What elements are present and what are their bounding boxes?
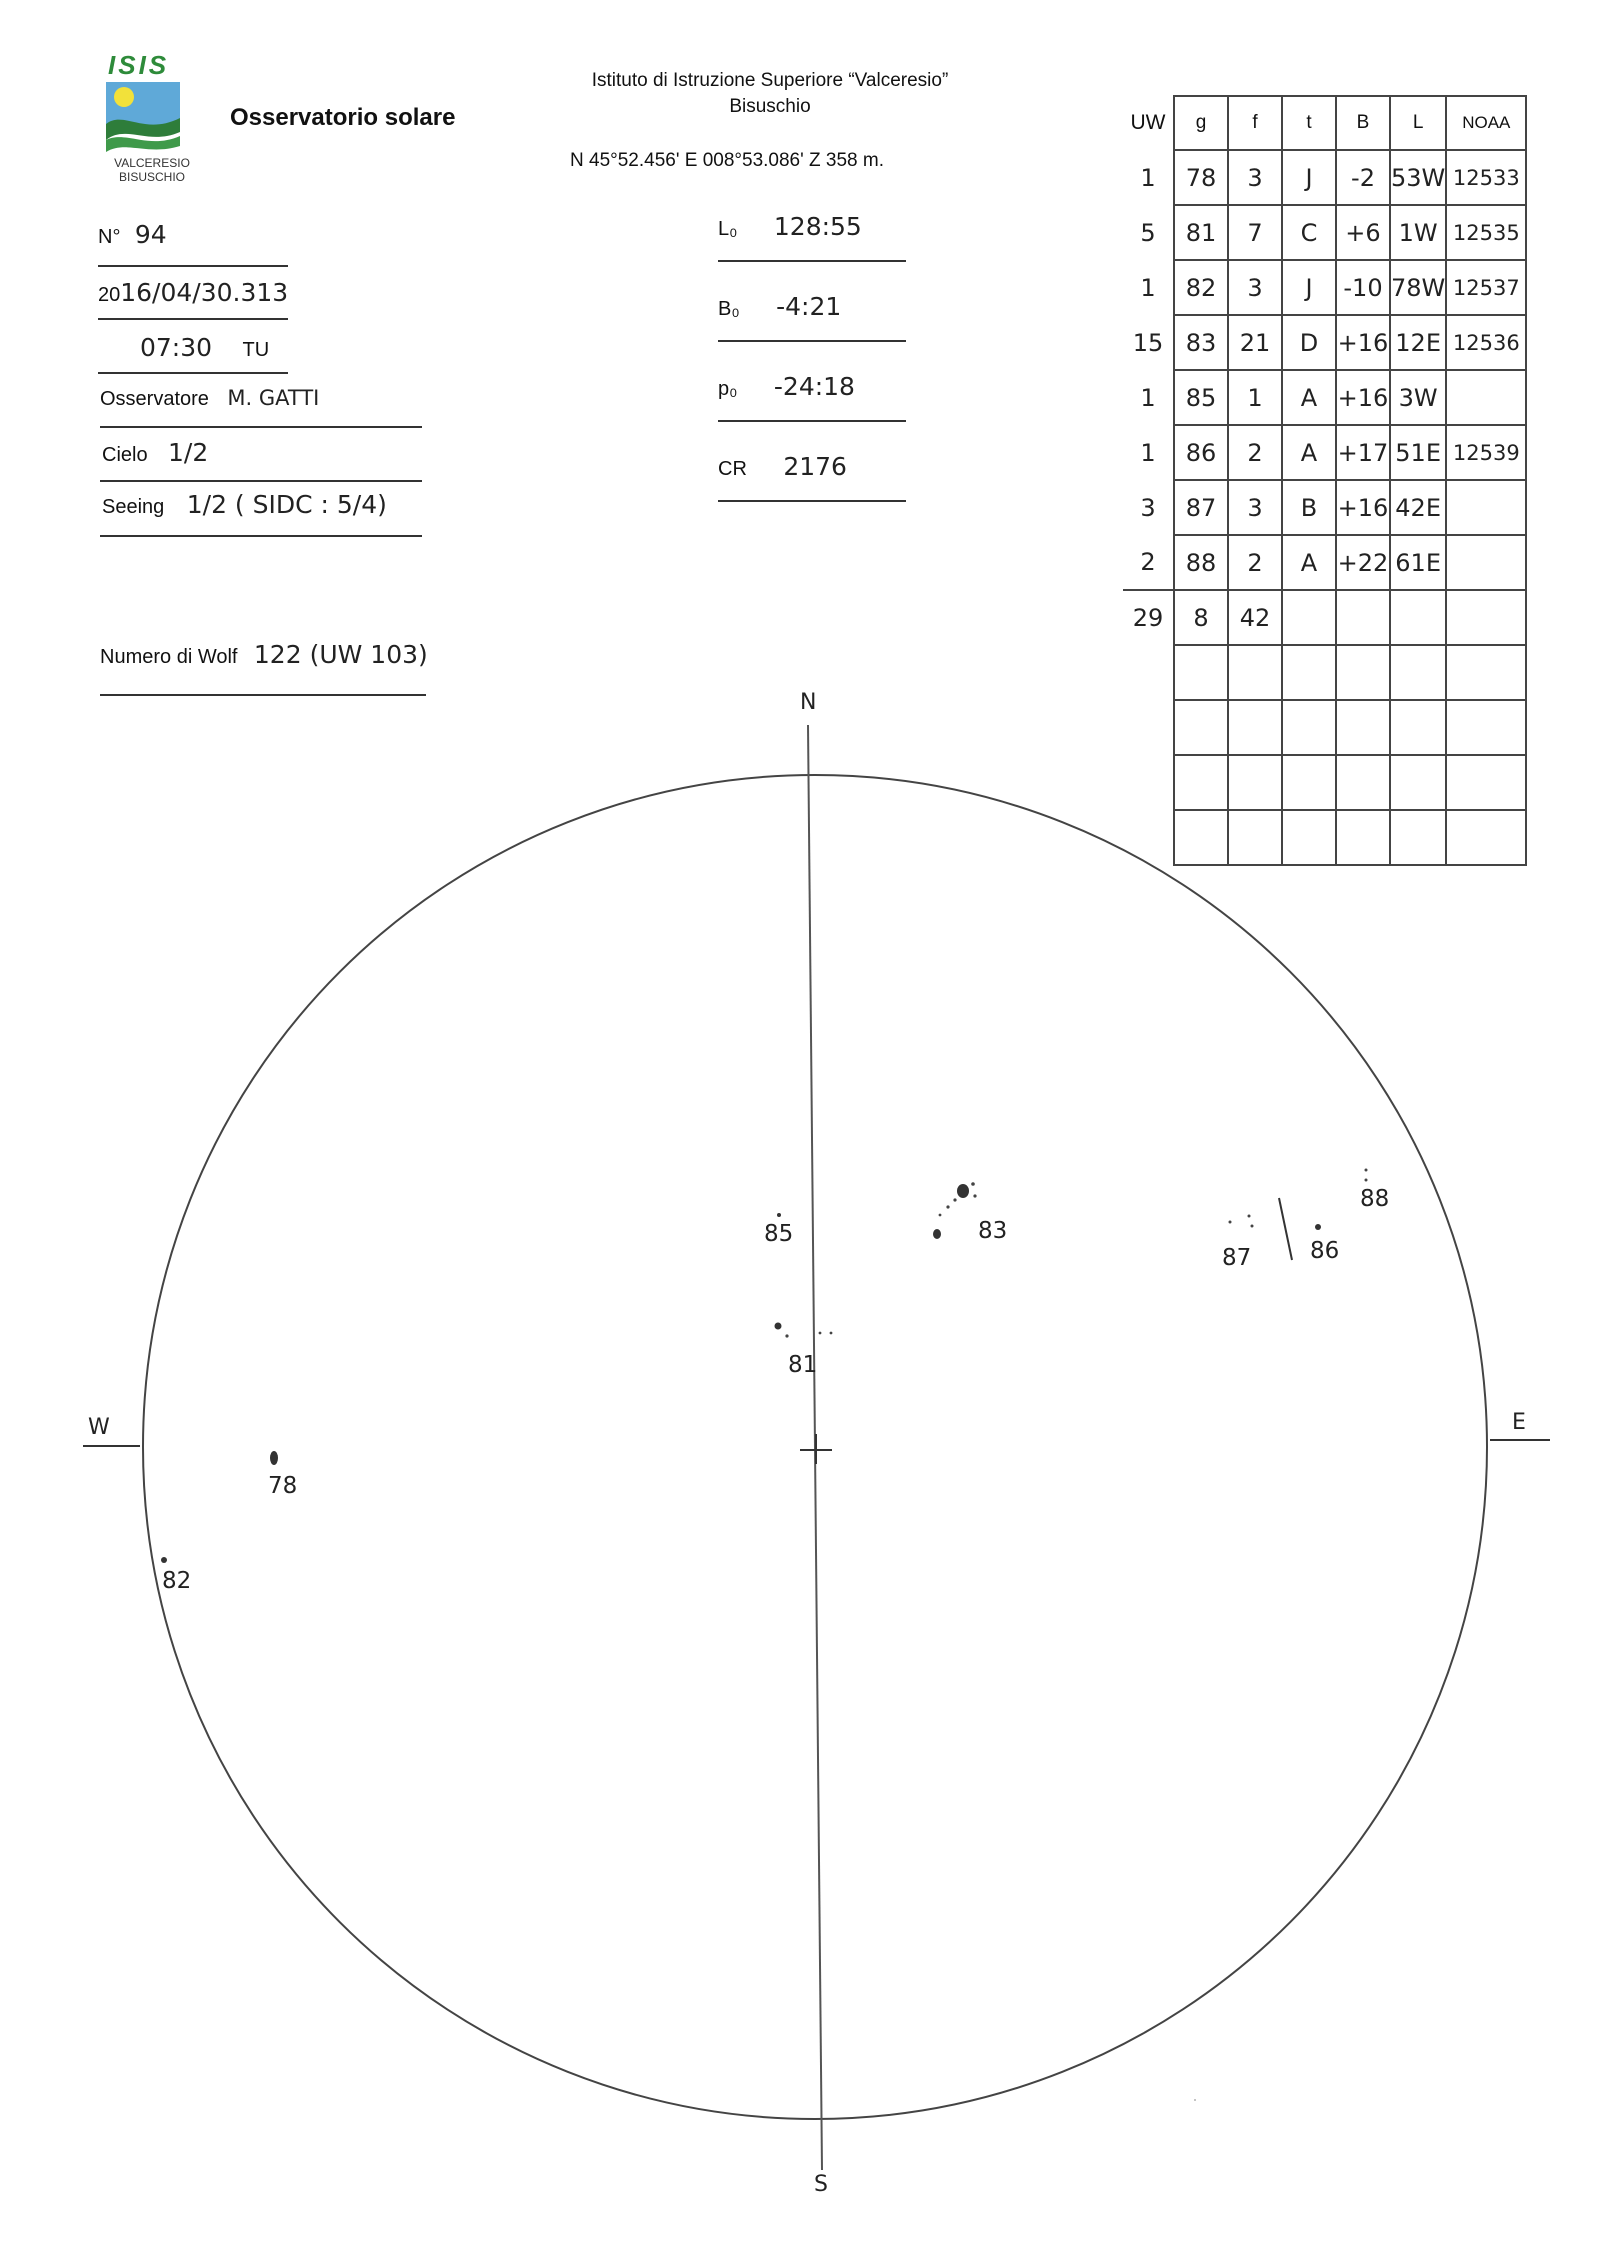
spot-87-b bbox=[1248, 1215, 1251, 1218]
p0-value: -24:18 bbox=[773, 372, 855, 401]
cell-uw: 1 bbox=[1140, 273, 1156, 302]
header-f: f bbox=[1228, 96, 1282, 150]
cell-g: 86 bbox=[1174, 425, 1228, 480]
seeing-label: Seeing bbox=[102, 496, 165, 518]
wolf-number-label: Numero di Wolf bbox=[100, 646, 238, 668]
header-t: t bbox=[1282, 96, 1336, 150]
spot-86 bbox=[1315, 1224, 1321, 1230]
spot-83-leader bbox=[957, 1184, 969, 1198]
cell-g: 83 bbox=[1174, 315, 1228, 370]
spot-81-b bbox=[785, 1334, 788, 1337]
cell-b: +17 bbox=[1336, 425, 1390, 480]
group-label-82: 82 bbox=[162, 1568, 192, 1594]
cell-b: +16 bbox=[1336, 370, 1390, 425]
group-label-83: 83 bbox=[978, 1218, 1008, 1244]
seeing-value: 1/2 ( SIDC : 5/4) bbox=[186, 490, 387, 519]
spot-81-a bbox=[775, 1323, 782, 1330]
cell-noaa: 12533 bbox=[1446, 150, 1526, 205]
total-g: 8 bbox=[1174, 590, 1228, 645]
spot-81-d bbox=[830, 1332, 833, 1335]
cell-f: 3 bbox=[1228, 260, 1282, 315]
time-unit: TU bbox=[242, 339, 270, 361]
group-label-87: 87 bbox=[1222, 1245, 1252, 1271]
wolf-number-value: 122 (UW 103) bbox=[253, 640, 428, 669]
cell-noaa: 12536 bbox=[1446, 315, 1526, 370]
observatory-title: Osservatorio solare bbox=[230, 104, 456, 131]
cell-g: 87 bbox=[1174, 480, 1228, 535]
logo-subtitle-line2: BISUSCHIO bbox=[118, 170, 185, 184]
header-noaa: NOAA bbox=[1446, 96, 1526, 150]
header-g: g bbox=[1174, 96, 1228, 150]
cell-uw: 5 bbox=[1140, 218, 1156, 247]
cell-l: 1W bbox=[1390, 205, 1446, 260]
group-label-88: 88 bbox=[1360, 1186, 1390, 1212]
time-value: 07:30 bbox=[140, 333, 213, 362]
cell-f: 7 bbox=[1228, 205, 1282, 260]
spot-81-c bbox=[819, 1332, 822, 1335]
cell-g: 82 bbox=[1174, 260, 1228, 315]
cell-uw: 1 bbox=[1140, 438, 1156, 467]
cell-t: C bbox=[1282, 205, 1336, 260]
cell-b: +6 bbox=[1336, 205, 1390, 260]
cell-b: +16 bbox=[1336, 315, 1390, 370]
institute-name: Istituto di Istruzione Superiore “Valceresio” bbox=[591, 70, 949, 91]
l0-label: L₀ bbox=[718, 218, 738, 240]
spot-88-a bbox=[1365, 1169, 1368, 1172]
cell-b: -2 bbox=[1336, 150, 1390, 205]
cell-t: A bbox=[1282, 535, 1336, 590]
cell-t: B bbox=[1282, 480, 1336, 535]
cell-f: 3 bbox=[1228, 150, 1282, 205]
cell-uw: 2 bbox=[1140, 548, 1156, 576]
group-86-87-divider bbox=[1279, 1198, 1292, 1260]
cell-f: 2 bbox=[1228, 425, 1282, 480]
spot-83-c bbox=[973, 1194, 976, 1197]
cell-l: 61E bbox=[1390, 535, 1446, 590]
paper-speck bbox=[1194, 2099, 1196, 2101]
cell-f: 3 bbox=[1228, 480, 1282, 535]
spot-83-follower bbox=[933, 1229, 941, 1239]
number-label: N° bbox=[98, 226, 121, 248]
spot-83-b bbox=[971, 1182, 975, 1186]
cell-b: -10 bbox=[1336, 260, 1390, 315]
cell-t: A bbox=[1282, 425, 1336, 480]
cell-g: 81 bbox=[1174, 205, 1228, 260]
date-value: 16/04/30.313 bbox=[120, 278, 289, 307]
cell-l: 51E bbox=[1390, 425, 1446, 480]
b0-value: -4:21 bbox=[776, 292, 842, 321]
east-label: E bbox=[1512, 1410, 1526, 1435]
total-f: 42 bbox=[1228, 590, 1282, 645]
south-label: S bbox=[814, 2172, 828, 2197]
spot-83-e bbox=[946, 1205, 949, 1208]
observer-value: M. GATTI bbox=[227, 386, 320, 410]
spot-87-c bbox=[1251, 1225, 1254, 1228]
header-b: B bbox=[1336, 96, 1390, 150]
spot-83-f bbox=[939, 1214, 942, 1217]
cell-b: +22 bbox=[1336, 535, 1390, 590]
institute-town: Bisuschio bbox=[729, 96, 811, 117]
cr-value: 2176 bbox=[783, 452, 847, 481]
cell-l: 78W bbox=[1390, 260, 1446, 315]
number-value: 94 bbox=[134, 220, 167, 249]
sky-value: 1/2 bbox=[168, 438, 209, 467]
spot-87-a bbox=[1229, 1221, 1232, 1224]
cell-g: 78 bbox=[1174, 150, 1228, 205]
cr-label: CR bbox=[718, 458, 747, 480]
sky-label: Cielo bbox=[102, 444, 148, 466]
l0-value: 128:55 bbox=[773, 212, 862, 241]
cell-uw: 15 bbox=[1132, 328, 1164, 357]
total-uw: 29 bbox=[1123, 590, 1174, 645]
date-prefix: 20 bbox=[98, 284, 121, 306]
cell-noaa: 12539 bbox=[1446, 425, 1526, 480]
cell-t: A bbox=[1282, 370, 1336, 425]
cell-f: 2 bbox=[1228, 535, 1282, 590]
cell-f: 21 bbox=[1228, 315, 1282, 370]
group-label-86: 86 bbox=[1310, 1238, 1340, 1264]
group-label-85: 85 bbox=[764, 1221, 794, 1247]
spot-88-b bbox=[1365, 1179, 1368, 1182]
spot-85 bbox=[777, 1213, 781, 1217]
header-l: L bbox=[1390, 96, 1446, 150]
cell-l: 12E bbox=[1390, 315, 1446, 370]
cell-l: 53W bbox=[1390, 150, 1446, 205]
spot-78 bbox=[270, 1451, 278, 1465]
p0-label: p₀ bbox=[718, 378, 738, 400]
cell-uw: 1 bbox=[1140, 383, 1156, 412]
cell-l: 3W bbox=[1390, 370, 1446, 425]
logo-wordmark: ISIS bbox=[108, 50, 170, 80]
group-label-78: 78 bbox=[268, 1473, 298, 1499]
cell-g: 85 bbox=[1174, 370, 1228, 425]
cell-f: 1 bbox=[1228, 370, 1282, 425]
cell-g: 88 bbox=[1174, 535, 1228, 590]
header-uw: UW bbox=[1130, 111, 1166, 134]
north-label: N bbox=[800, 690, 817, 715]
cell-t: J bbox=[1282, 150, 1336, 205]
cell-b: +16 bbox=[1336, 480, 1390, 535]
cell-uw: 1 bbox=[1140, 163, 1156, 192]
cell-noaa: 12535 bbox=[1446, 205, 1526, 260]
logo-subtitle-line1: VALCERESIO bbox=[114, 156, 190, 170]
spot-83-d bbox=[953, 1198, 956, 1201]
cell-l: 42E bbox=[1390, 480, 1446, 535]
west-label: W bbox=[88, 1415, 110, 1440]
site-coordinates: N 45°52.456' E 008°53.086' Z 358 m. bbox=[570, 150, 884, 171]
spot-82 bbox=[161, 1557, 167, 1563]
cell-noaa: 12537 bbox=[1446, 260, 1526, 315]
cell-t: J bbox=[1282, 260, 1336, 315]
cell-t: D bbox=[1282, 315, 1336, 370]
observer-label: Osservatore bbox=[100, 388, 209, 410]
b0-label: B₀ bbox=[718, 298, 740, 320]
group-label-81: 81 bbox=[788, 1352, 818, 1378]
cell-uw: 3 bbox=[1140, 493, 1156, 522]
